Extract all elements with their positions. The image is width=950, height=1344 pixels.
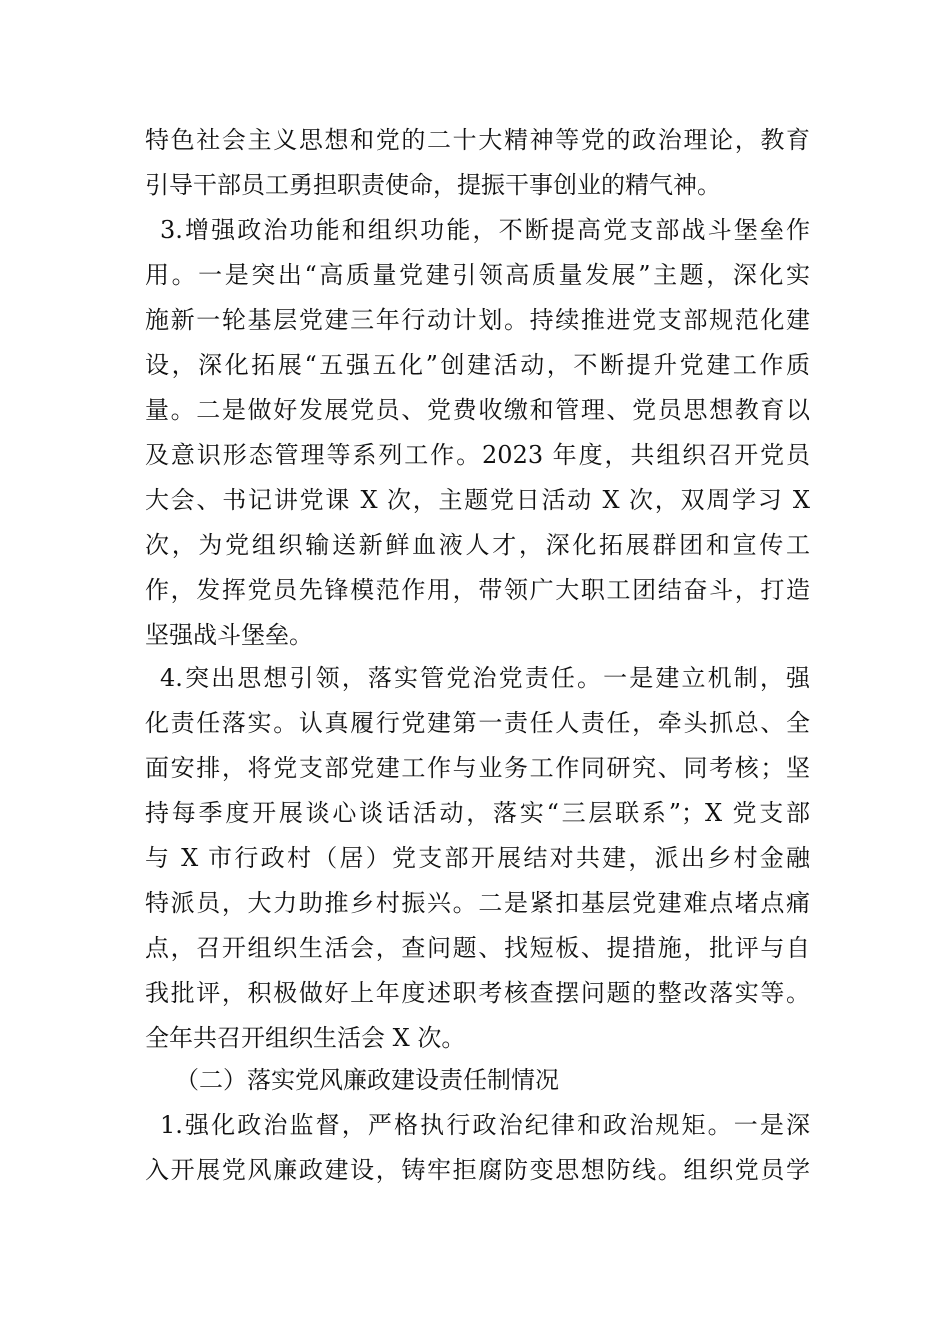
text-line: 面安排，将党支部党建工作与业务工作同研究、同考核；坚: [145, 754, 810, 782]
text-line: 与 X 市行政村（居）党支部开展结对共建，派出乡村金融: [145, 844, 810, 872]
text-line: 点，召开组织生活会，查问题、找短板、提措施，批评与自: [145, 934, 810, 962]
text-line: 引导干部员工勇担职责使命，提振干事创业的精气神。: [145, 171, 721, 199]
text-line: 量。二是做好发展党员、党费收缴和管理、党员思想教育以: [145, 396, 810, 424]
text-line: 入开展党风廉政建设，铸牢拒腐防变思想防线。组织党员学: [145, 1156, 810, 1184]
text-line: 持每季度开展谈心谈话活动，落实“三层联系”；X 党支部: [145, 799, 810, 827]
text-line: 特色社会主义思想和党的二十大精神等党的政治理论，教育: [145, 126, 810, 154]
paragraph-start-line: 1.强化政治监督，严格执行政治纪律和政治规矩。一是深: [160, 1111, 810, 1139]
text-line: 次，为党组织输送新鲜血液人才，深化拓展群团和宣传工: [145, 531, 810, 559]
paragraph-start-line: 4.突出思想引领，落实管党治党责任。一是建立机制，强: [160, 664, 810, 692]
text-line: 全年共召开组织生活会 X 次。: [145, 1024, 466, 1052]
paragraph-start-line: 3.增强政治功能和组织功能，不断提高党支部战斗堡垒作: [160, 216, 810, 244]
section-heading: （二）落实党风廉政建设责任制情况: [175, 1066, 559, 1094]
text-line: 施新一轮基层党建三年行动计划。持续推进党支部规范化建: [145, 306, 810, 334]
text-line: 大会、书记讲党课 X 次，主题党日活动 X 次，双周学习 X: [145, 486, 810, 514]
text-line: 化责任落实。认真履行党建第一责任人责任，牵头抓总、全: [145, 709, 810, 737]
text-line: 设，深化拓展“五强五化”创建活动，不断提升党建工作质: [145, 351, 810, 379]
text-line: 特派员，大力助推乡村振兴。二是紧扣基层党建难点堵点痛: [145, 889, 810, 917]
text-line: 及意识形态管理等系列工作。2023 年度，共组织召开党员: [145, 441, 810, 469]
text-line: 用。一是突出“高质量党建引领高质量发展”主题，深化实: [145, 261, 810, 289]
text-line: 作，发挥党员先锋模范作用，带领广大职工团结奋斗，打造: [145, 576, 810, 604]
text-line: 坚强战斗堡垒。: [145, 621, 313, 649]
text-line: 我批评，积极做好上年度述职考核查摆问题的整改落实等。: [145, 979, 810, 1007]
